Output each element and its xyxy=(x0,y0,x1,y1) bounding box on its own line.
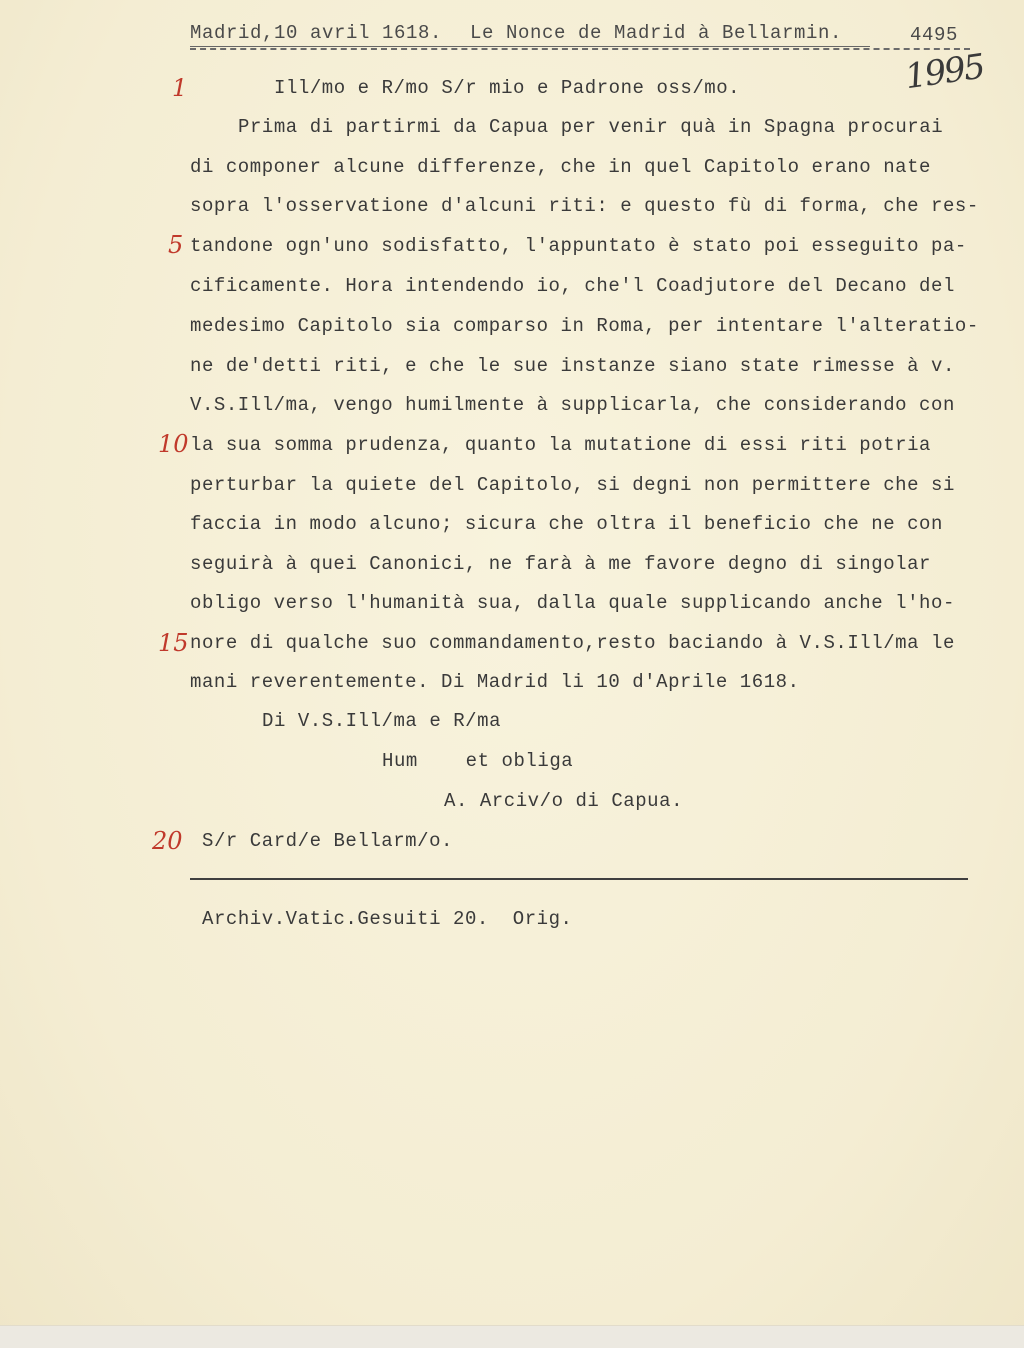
addressee: S/r Card/e Bellarm/o. xyxy=(202,830,453,852)
line-number-10: 10 xyxy=(158,430,189,458)
body-line-11: faccia in modo alcuno; sicura che oltra il beneficio che ne con xyxy=(190,513,943,535)
header-date: Madrid,10 avril 1618. xyxy=(190,22,443,44)
header-underline xyxy=(190,46,870,47)
body-line-9: la sua somma prudenza, quanto la mutatione di essi riti potria xyxy=(190,434,932,456)
body-line-13: obligo verso l'humanità sua, dalla quale supplicando anche l'ho- xyxy=(190,592,955,614)
handwritten-number: 1995 xyxy=(902,46,986,98)
closing-line-2: Hum et obliga xyxy=(382,750,574,772)
body-line-6: medesimo Capitolo sia comparso in Roma, per intentare l'alteratio- xyxy=(190,315,979,337)
closing-line-1: Di V.S.Ill/ma e R/ma xyxy=(262,710,502,732)
page-number: 4495 xyxy=(909,24,958,46)
body-line-5: cificamente. Hora intendendo io, che'l Coadjutore del Decano del xyxy=(190,275,955,297)
body-line-12: seguirà à quei Canonici, ne farà à me favore degno di singolar xyxy=(190,553,932,575)
line-number-1: 1 xyxy=(172,74,188,102)
body-line-10: perturbar la quiete del Capitolo, si degni non permittere che si xyxy=(190,474,955,496)
salutation: Ill/mo e R/mo S/r mio e Padrone oss/mo. xyxy=(274,77,741,99)
body-line-7: ne de'detti riti, e che le sue instanze siano state rimesse à v. xyxy=(190,355,955,377)
body-line-3: sopra l'osservatione d'alcuni riti: e questo fù di forma, che res- xyxy=(190,195,979,217)
scan-bottom-edge xyxy=(0,1325,1024,1348)
header-dashed-rule xyxy=(190,48,970,50)
body-line-4: tandone ogn'uno sodisfatto, l'appuntato è stato poi esseguito pa- xyxy=(190,235,967,257)
signature: A. Arciv/o di Capua. xyxy=(444,790,684,812)
body-line-14: nore di qualche suo commandamento,resto baciando à V.S.Ill/ma le xyxy=(190,632,955,654)
body-line-1: Prima di partirmi da Capua per venir quà in Spagna procurai xyxy=(238,116,944,138)
line-number-20: 20 xyxy=(152,827,183,855)
footer-rule xyxy=(190,878,968,880)
line-number-15: 15 xyxy=(158,629,189,657)
line-number-5: 5 xyxy=(168,231,184,259)
body-line-8: V.S.Ill/ma, vengo humilmente à supplicarla, che considerando con xyxy=(190,394,955,416)
source-citation: Archiv.Vatic.Gesuiti 20. Orig. xyxy=(202,908,573,930)
header-title: Le Nonce de Madrid à Bellarmin. xyxy=(470,22,843,44)
body-line-2: di componer alcune differenze, che in quel Capitolo erano nate xyxy=(190,156,932,178)
body-line-15: mani reverentemente. Di Madrid li 10 d'Aprile 1618. xyxy=(190,671,800,693)
